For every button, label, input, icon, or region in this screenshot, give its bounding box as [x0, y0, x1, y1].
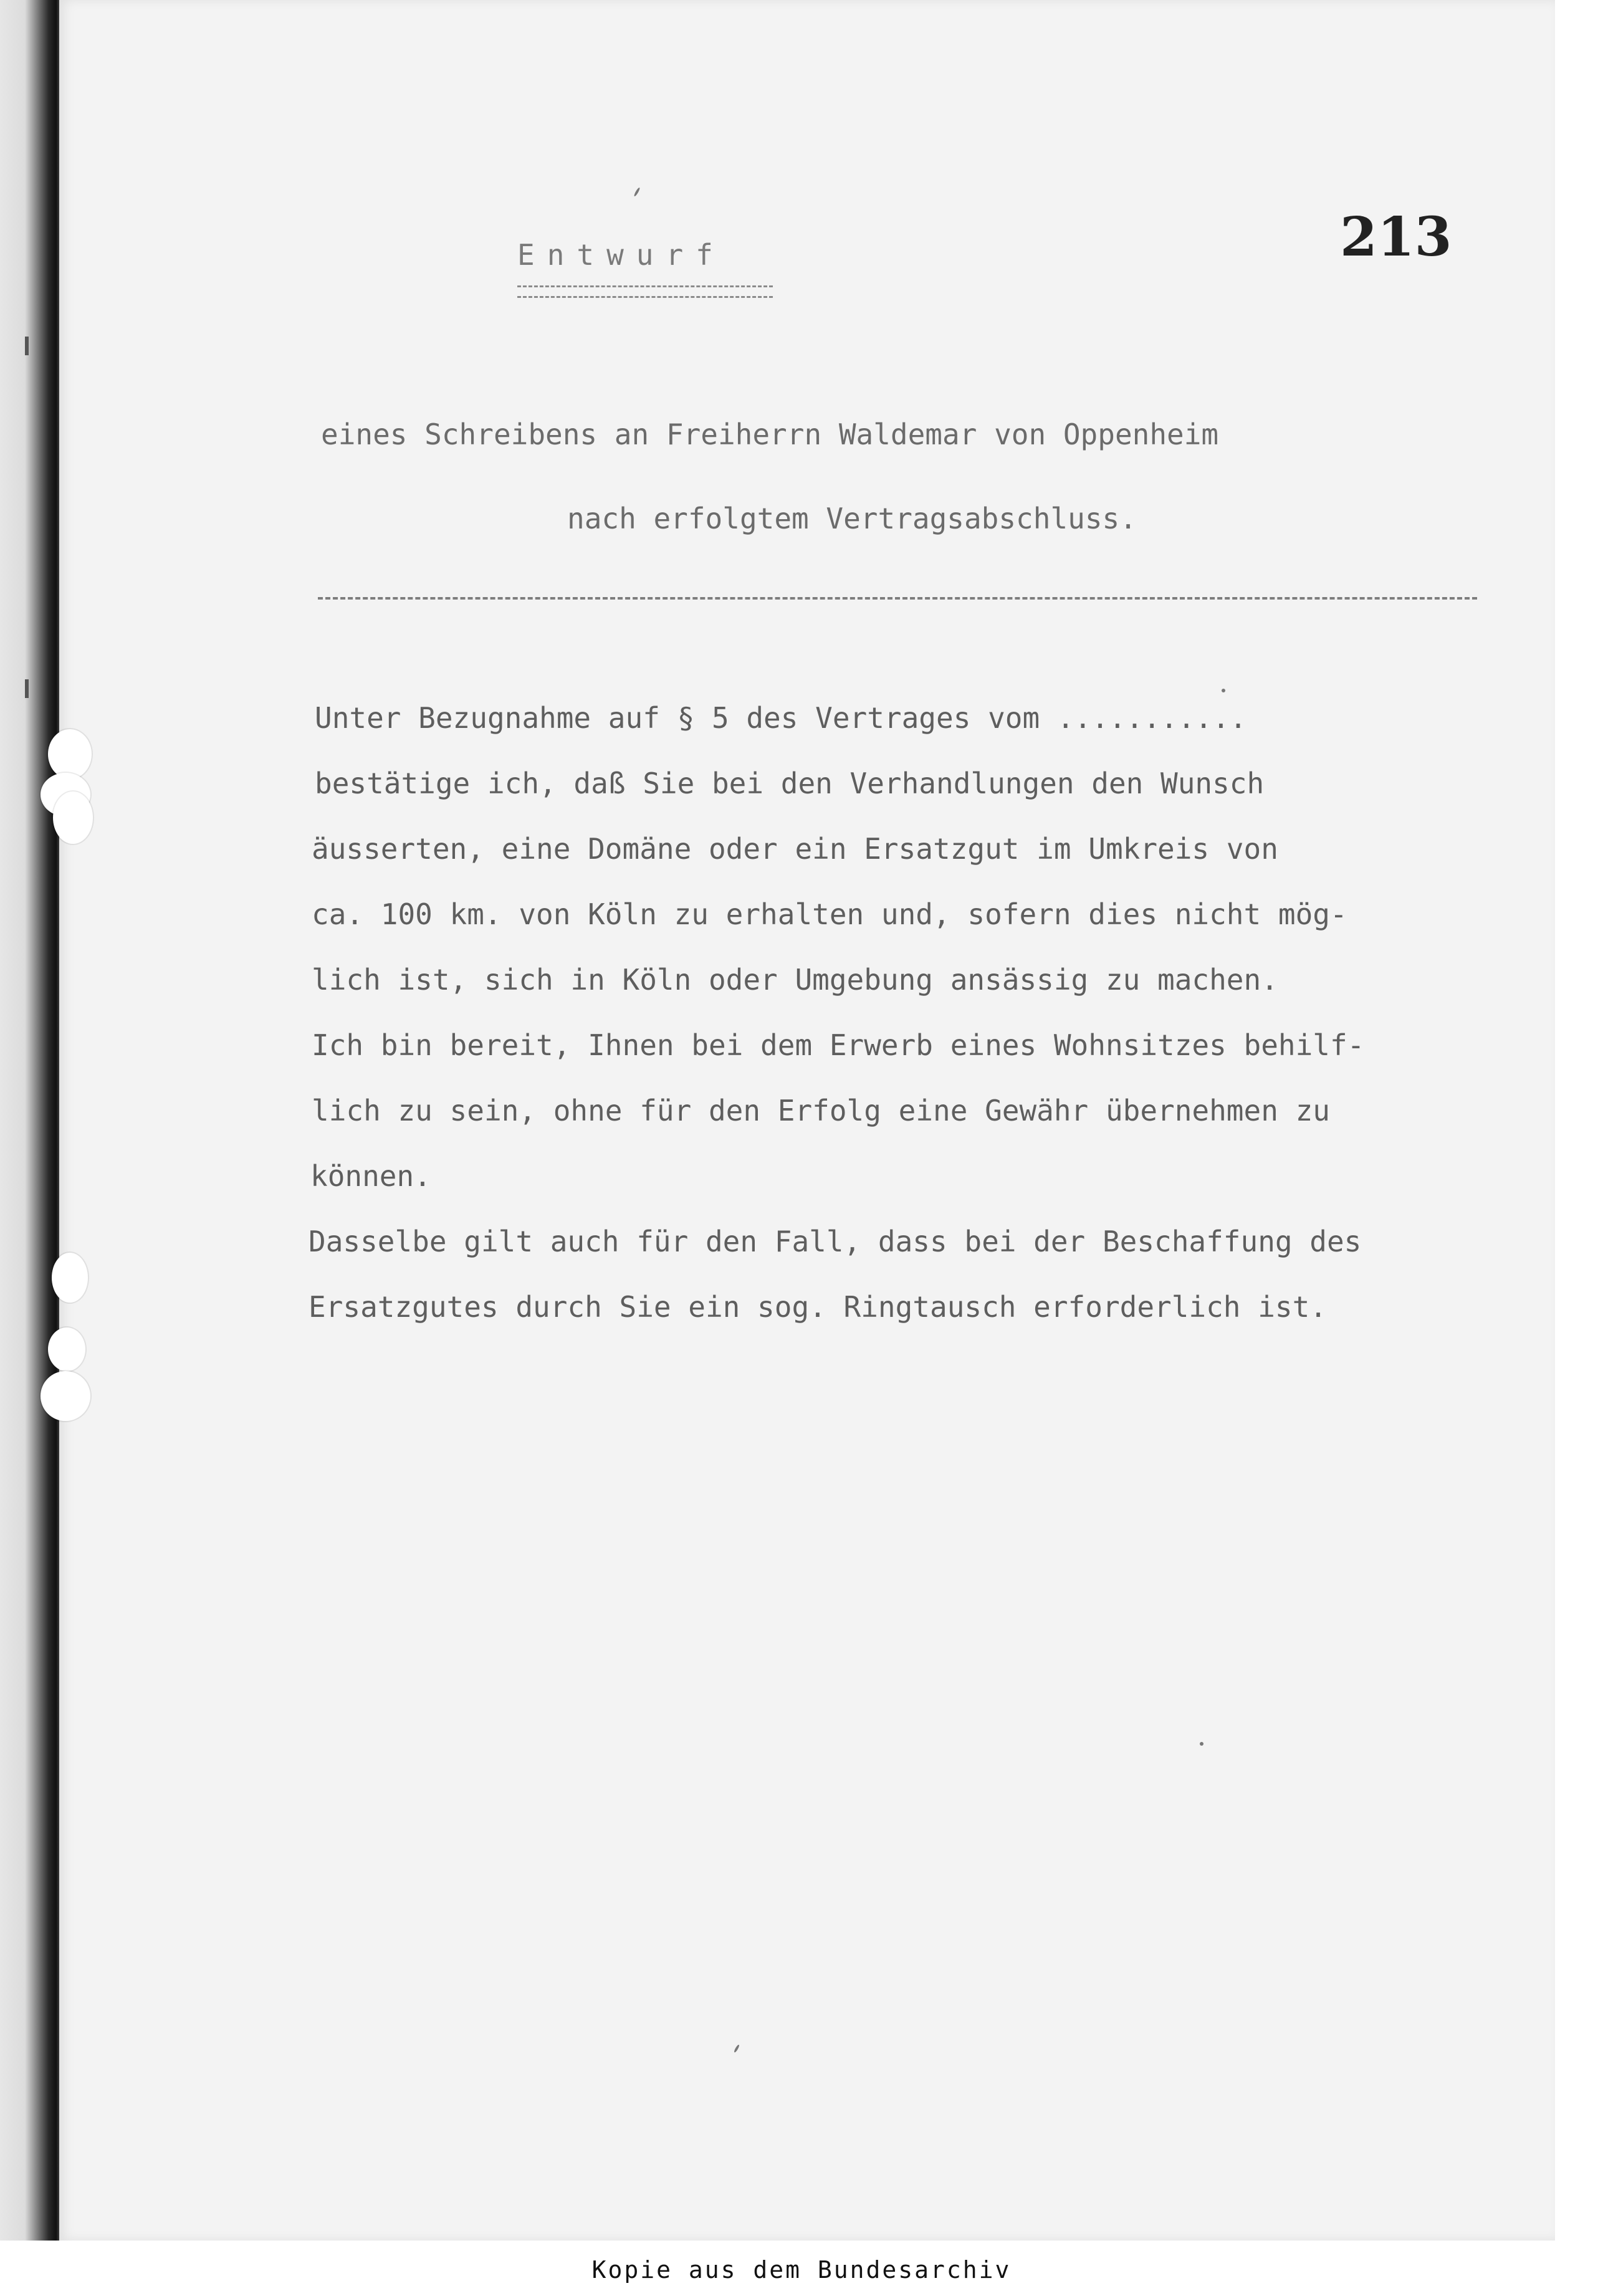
scan-speck: [734, 2044, 740, 2053]
scan-speck: [1222, 689, 1225, 692]
binding-edge: [0, 0, 59, 2241]
punch-hole: [48, 729, 92, 779]
punch-hole: [41, 1371, 90, 1421]
page-number: 213: [1340, 206, 1452, 269]
body-line: ca. 100 km. von Köln zu erhalten und, sofern dies nicht mög-: [312, 897, 1347, 931]
body-line: Unter Bezugnahme auf § 5 des Vertrages vom ...........: [315, 701, 1247, 735]
punch-hole: [53, 792, 93, 844]
body-line: äusserten, eine Domäne oder ein Ersatzgut im Umkreis von: [312, 832, 1278, 866]
punch-hole: [52, 1253, 88, 1303]
scan-speck: [633, 187, 640, 197]
archive-footer: Kopie aus dem Bundesarchiv: [591, 2256, 1012, 2284]
body-line: Ich bin bereit, Ihnen bei dem Erwerb eines Wohnsitzes behilf-: [312, 1028, 1365, 1062]
body-line: Ersatzgutes durch Sie ein sog. Ringtausch erforderlich ist.: [309, 1290, 1327, 1324]
body-line: bestätige ich, daß Sie bei den Verhandlungen den Wunsch: [315, 767, 1265, 800]
scan-speck: [1200, 1742, 1203, 1746]
punch-hole: [48, 1327, 85, 1371]
document-title: Entwurf: [517, 238, 725, 272]
body-line: lich zu sein, ohne für den Erfolg eine Gewähr übernehmen zu: [312, 1094, 1330, 1127]
binding-mark: [25, 337, 29, 355]
subtitle-line-1: eines Schreibens an Freiherrn Waldemar von Oppenheim: [321, 418, 1219, 451]
body-line: Dasselbe gilt auch für den Fall, dass bei der Beschaffung des: [309, 1225, 1362, 1258]
binding-mark: [25, 679, 29, 698]
subtitle-line-2: nach erfolgtem Vertragsabschluss.: [567, 502, 1137, 535]
body-line: lich ist, sich in Köln oder Umgebung ansässig zu machen.: [312, 963, 1278, 997]
body-line: können.: [310, 1159, 431, 1193]
separator-line: [318, 597, 1477, 600]
title-underline: [517, 285, 773, 298]
